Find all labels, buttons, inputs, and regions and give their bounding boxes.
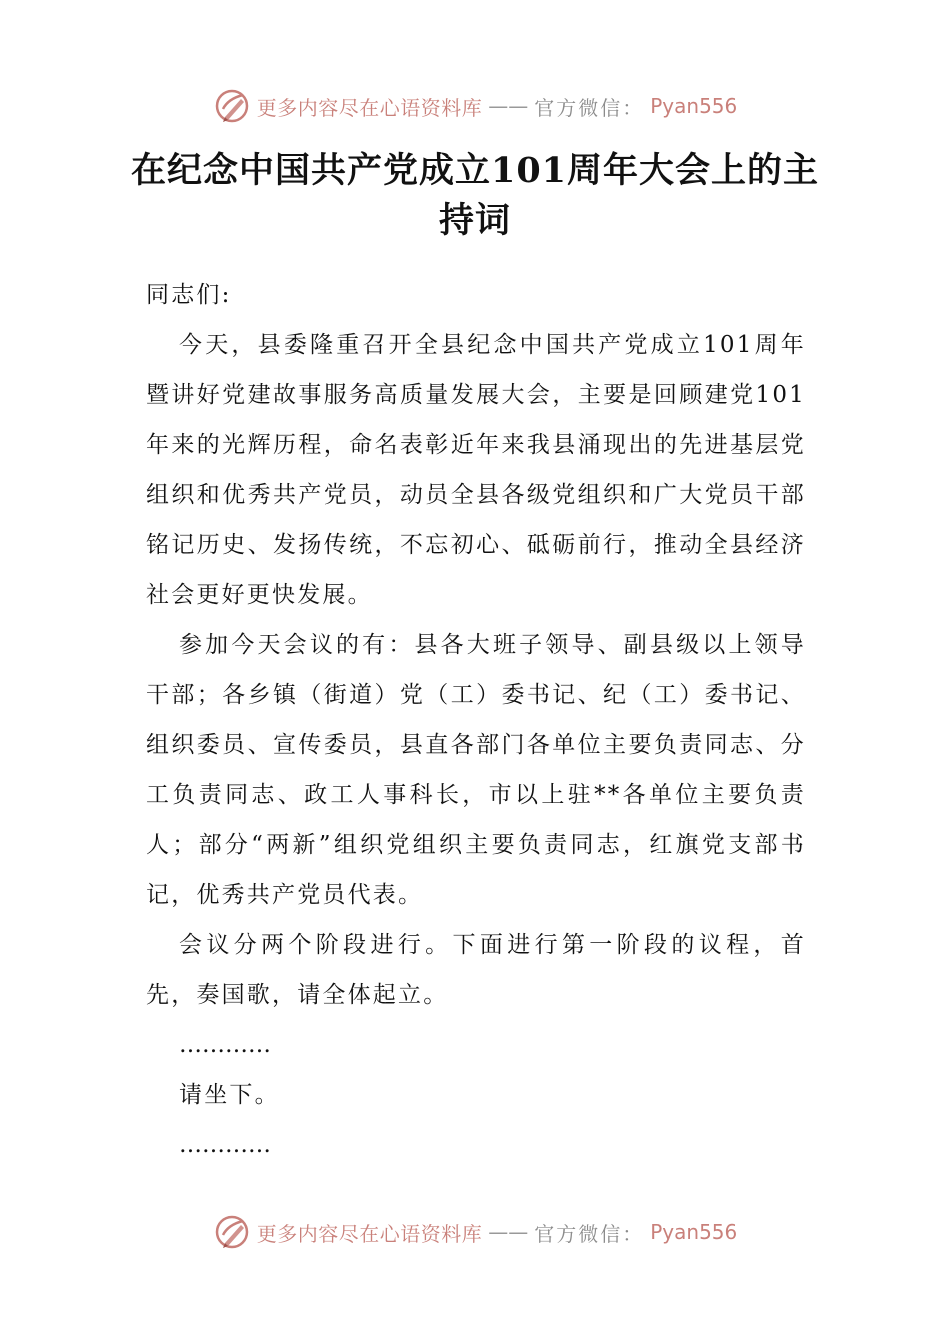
watermark-separator: —— [488,1220,529,1244]
ellipsis-line: ………… [179,1132,271,1158]
pen-logo-icon [213,1213,251,1251]
paragraph: 参加今天会议的有：县各大班子领导、副县级以上领导干部；各乡镇（街道）党（工）委书记、纪（工）委书记、组织委员、宣传委员，县直各部门各单位主要负责同志、分工负责同志、政工人事科长，市以上驻**各单位主要负责人；部分“两新”组织党组织主要负责同志，红旗党支部书记，优秀共产党员代表。 [146,632,806,908]
watermark-id: Pyan556 [650,1220,738,1244]
ellipsis-line: ………… [179,1032,271,1058]
pen-logo-icon [213,87,251,125]
document-body [146,270,806,1170]
document-title: 在纪念中国共产党成立101周年大会上的主持词 [130,150,820,241]
paragraph: 今天，县委隆重召开全县纪念中国共产党成立101周年暨讲好党建故事服务高质量发展大会，主要是回顾建党101年来的光辉历程，命名表彰近年来我县涌现出的先进基层党组织和优秀共产党员，动员全县各级党组织和广大党员干部铭记历史、发扬传统，不忘初心、砥砺前行，推动全县经济社会更好更快发展。 [146,332,806,608]
paragraph: 请坐下。 [179,1082,280,1108]
salutation: 同志们: [146,282,232,308]
watermark-id: Pyan556 [650,94,738,118]
watermark-official: 官方微信： [534,95,645,120]
watermark-text: 更多内容尽在心语资料库 [256,1221,483,1246]
footer-watermark [0,1212,950,1252]
watermark-official: 官方微信： [534,1221,645,1246]
watermark-separator: —— [488,94,529,118]
header-watermark [0,86,950,126]
paragraph: 会议分两个阶段进行。下面进行第一阶段的议程，首先，奏国歌，请全体起立。 [146,932,806,1008]
watermark-text: 更多内容尽在心语资料库 [256,95,483,120]
